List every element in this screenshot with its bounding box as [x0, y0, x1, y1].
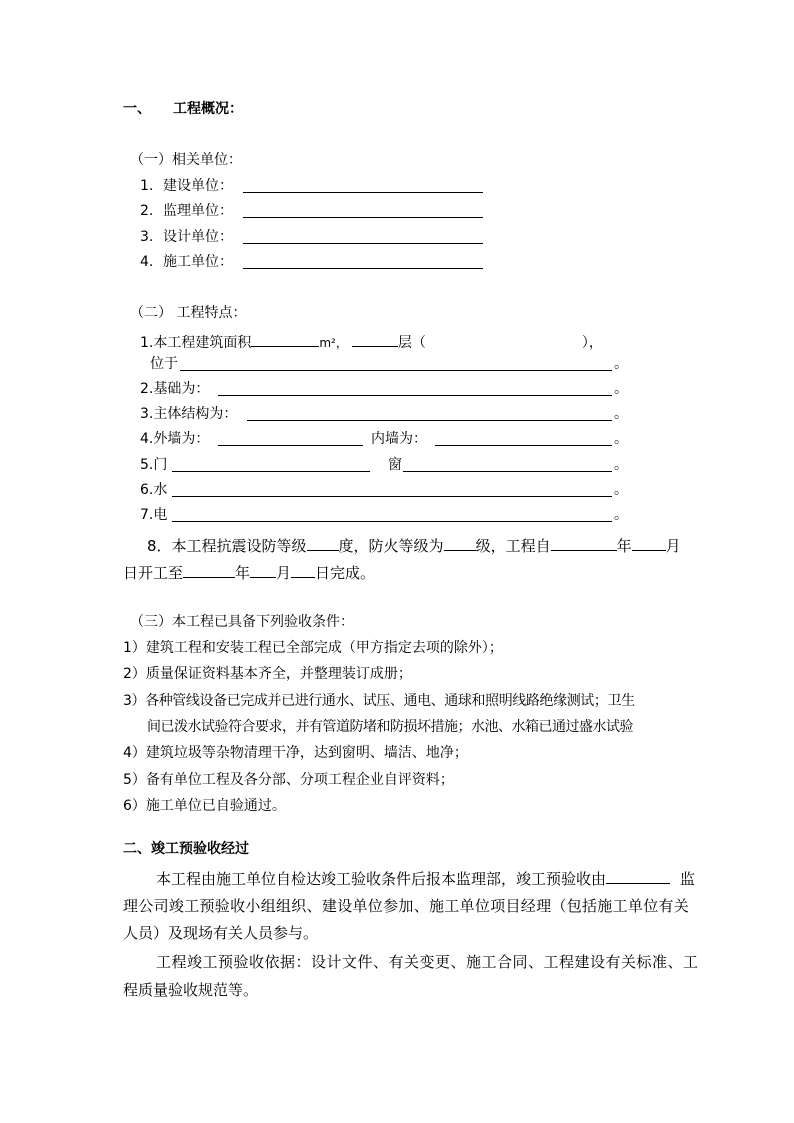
- year-label: 年: [235, 564, 251, 582]
- floors-close: ），: [581, 335, 603, 351]
- condition-3: 3）各种管线设备已完成并已进行通水、试压、通电、通球和照明线路绝缘测试；卫生: [123, 693, 635, 709]
- feature-line-8: [147, 536, 681, 554]
- end-mark: 。: [614, 507, 628, 523]
- condition-4: 4）建筑垃圾等杂物清理干净，达到窗明、墙洁、地净；: [123, 745, 468, 761]
- section-2-para-1-line-2: 理公司竣工预验收小组组织、建设单位参加、施工单位项目经理（包括施工单位有关: [123, 897, 690, 915]
- fire-label: 度，防火等级为: [338, 537, 444, 555]
- unit-label: 施工单位：: [163, 254, 233, 270]
- seismic-label: 8．本工程抗震设防等级: [147, 537, 307, 555]
- end-mark: 。: [614, 406, 628, 422]
- para-1-text: 本工程由施工单位自检达竣工验收条件后报本监理部，竣工预验收由: [156, 870, 607, 888]
- door-label: 5.门: [140, 457, 168, 473]
- unit-blank[interactable]: [243, 243, 483, 244]
- unit-label: 建设单位：: [163, 178, 233, 194]
- section-number: 一、: [123, 101, 151, 117]
- water-label: 6.水: [140, 482, 168, 498]
- foundation-blank[interactable]: [218, 395, 612, 396]
- complete-label: 日完成。: [315, 564, 376, 582]
- section-2-para-1-line-3: 人员）及现场有关人员参与。: [123, 924, 319, 942]
- location-label: 位于: [150, 356, 178, 372]
- area-label: 1.本工程建筑面积: [140, 335, 252, 351]
- electric-label: 7.电: [140, 507, 168, 523]
- fire-blank[interactable]: [444, 536, 476, 551]
- condition-3-cont: 间已泼水试验符合要求，并有管道防堵和防损坏措施；水池、水箱已通过盛水试验: [147, 719, 633, 735]
- end-day-blank[interactable]: [291, 563, 315, 578]
- door-blank[interactable]: [172, 471, 370, 472]
- condition-5: 5）备有单位工程及各分部、分项工程企业自评资料；: [123, 772, 454, 788]
- electric-blank[interactable]: [172, 521, 612, 522]
- unit-blank[interactable]: [243, 268, 483, 269]
- seismic-blank[interactable]: [307, 536, 339, 551]
- section-2-para-2-line-2: 程质量验收规范等。: [123, 981, 259, 999]
- start-day-label: 日开工至: [123, 564, 184, 582]
- month-label: 月: [665, 537, 681, 555]
- end-mark: 。: [614, 381, 628, 397]
- start-year-blank[interactable]: [551, 536, 617, 551]
- start-month-blank[interactable]: [632, 536, 666, 551]
- end-month-blank[interactable]: [250, 563, 276, 578]
- unit-blank[interactable]: [243, 192, 483, 193]
- floors-note-blank[interactable]: [426, 333, 582, 347]
- condition-1: 1）建筑工程和安装工程已全部完成（甲方指定去项的除外）；: [123, 640, 503, 656]
- unit-label: 监理单位：: [163, 203, 233, 219]
- water-blank[interactable]: [172, 496, 612, 497]
- outer-wall-label: 4.外墙为：: [140, 431, 210, 447]
- feature-line-8b: [123, 563, 375, 581]
- month-label: 月: [276, 564, 292, 582]
- floors-blank[interactable]: [352, 332, 398, 347]
- unit-blank[interactable]: [243, 217, 483, 218]
- unit-num: 2.: [140, 203, 154, 219]
- end-mark: 。: [614, 431, 628, 447]
- unit-label: 设计单位：: [163, 229, 233, 245]
- inner-wall-blank[interactable]: [435, 445, 612, 446]
- area-blank[interactable]: [251, 332, 319, 347]
- end-mark: 。: [614, 356, 628, 372]
- unit-num: 3.: [140, 229, 154, 245]
- section-2-title: 二、竣工预验收经过: [123, 841, 249, 857]
- window-blank[interactable]: [403, 471, 612, 472]
- foundation-label: 2.基础为：: [140, 381, 210, 397]
- features-heading: （二） 工程特点：: [130, 305, 247, 321]
- section-2-para-1: [156, 869, 695, 887]
- inner-wall-label: 内墙为：: [371, 431, 427, 447]
- start-label: 级，工程自: [475, 537, 551, 555]
- structure-blank[interactable]: [247, 420, 612, 421]
- section-2-para-2: 工程竣工预验收依据：设计文件、有关变更、施工合同、工程建设有关标准、工: [156, 953, 699, 971]
- para-1-end: 监: [680, 870, 696, 888]
- year-label: 年: [616, 537, 632, 555]
- end-mark: 。: [614, 457, 628, 473]
- location-blank[interactable]: [180, 370, 612, 371]
- supervisor-company-blank[interactable]: [606, 869, 670, 884]
- outer-wall-blank[interactable]: [218, 445, 363, 446]
- unit-num: 1.: [140, 178, 154, 194]
- area-unit: m²，: [319, 336, 348, 350]
- floors-label: 层（: [397, 335, 426, 351]
- window-label: 窗: [388, 457, 402, 473]
- feature-line-1: [140, 332, 603, 350]
- conditions-heading: （三）本工程已具备下列验收条件：: [130, 614, 354, 630]
- condition-6: 6）施工单位已自验通过。: [123, 798, 286, 814]
- unit-num: 4.: [140, 254, 154, 270]
- end-year-blank[interactable]: [183, 563, 235, 578]
- structure-label: 3.主体结构为：: [140, 406, 238, 422]
- condition-2: 2）质量保证资料基本齐全，并整理装订成册；: [123, 666, 412, 682]
- end-mark: 。: [614, 482, 628, 498]
- units-heading: （一）相关单位：: [130, 152, 242, 168]
- section-title: 工程概况：: [173, 101, 243, 117]
